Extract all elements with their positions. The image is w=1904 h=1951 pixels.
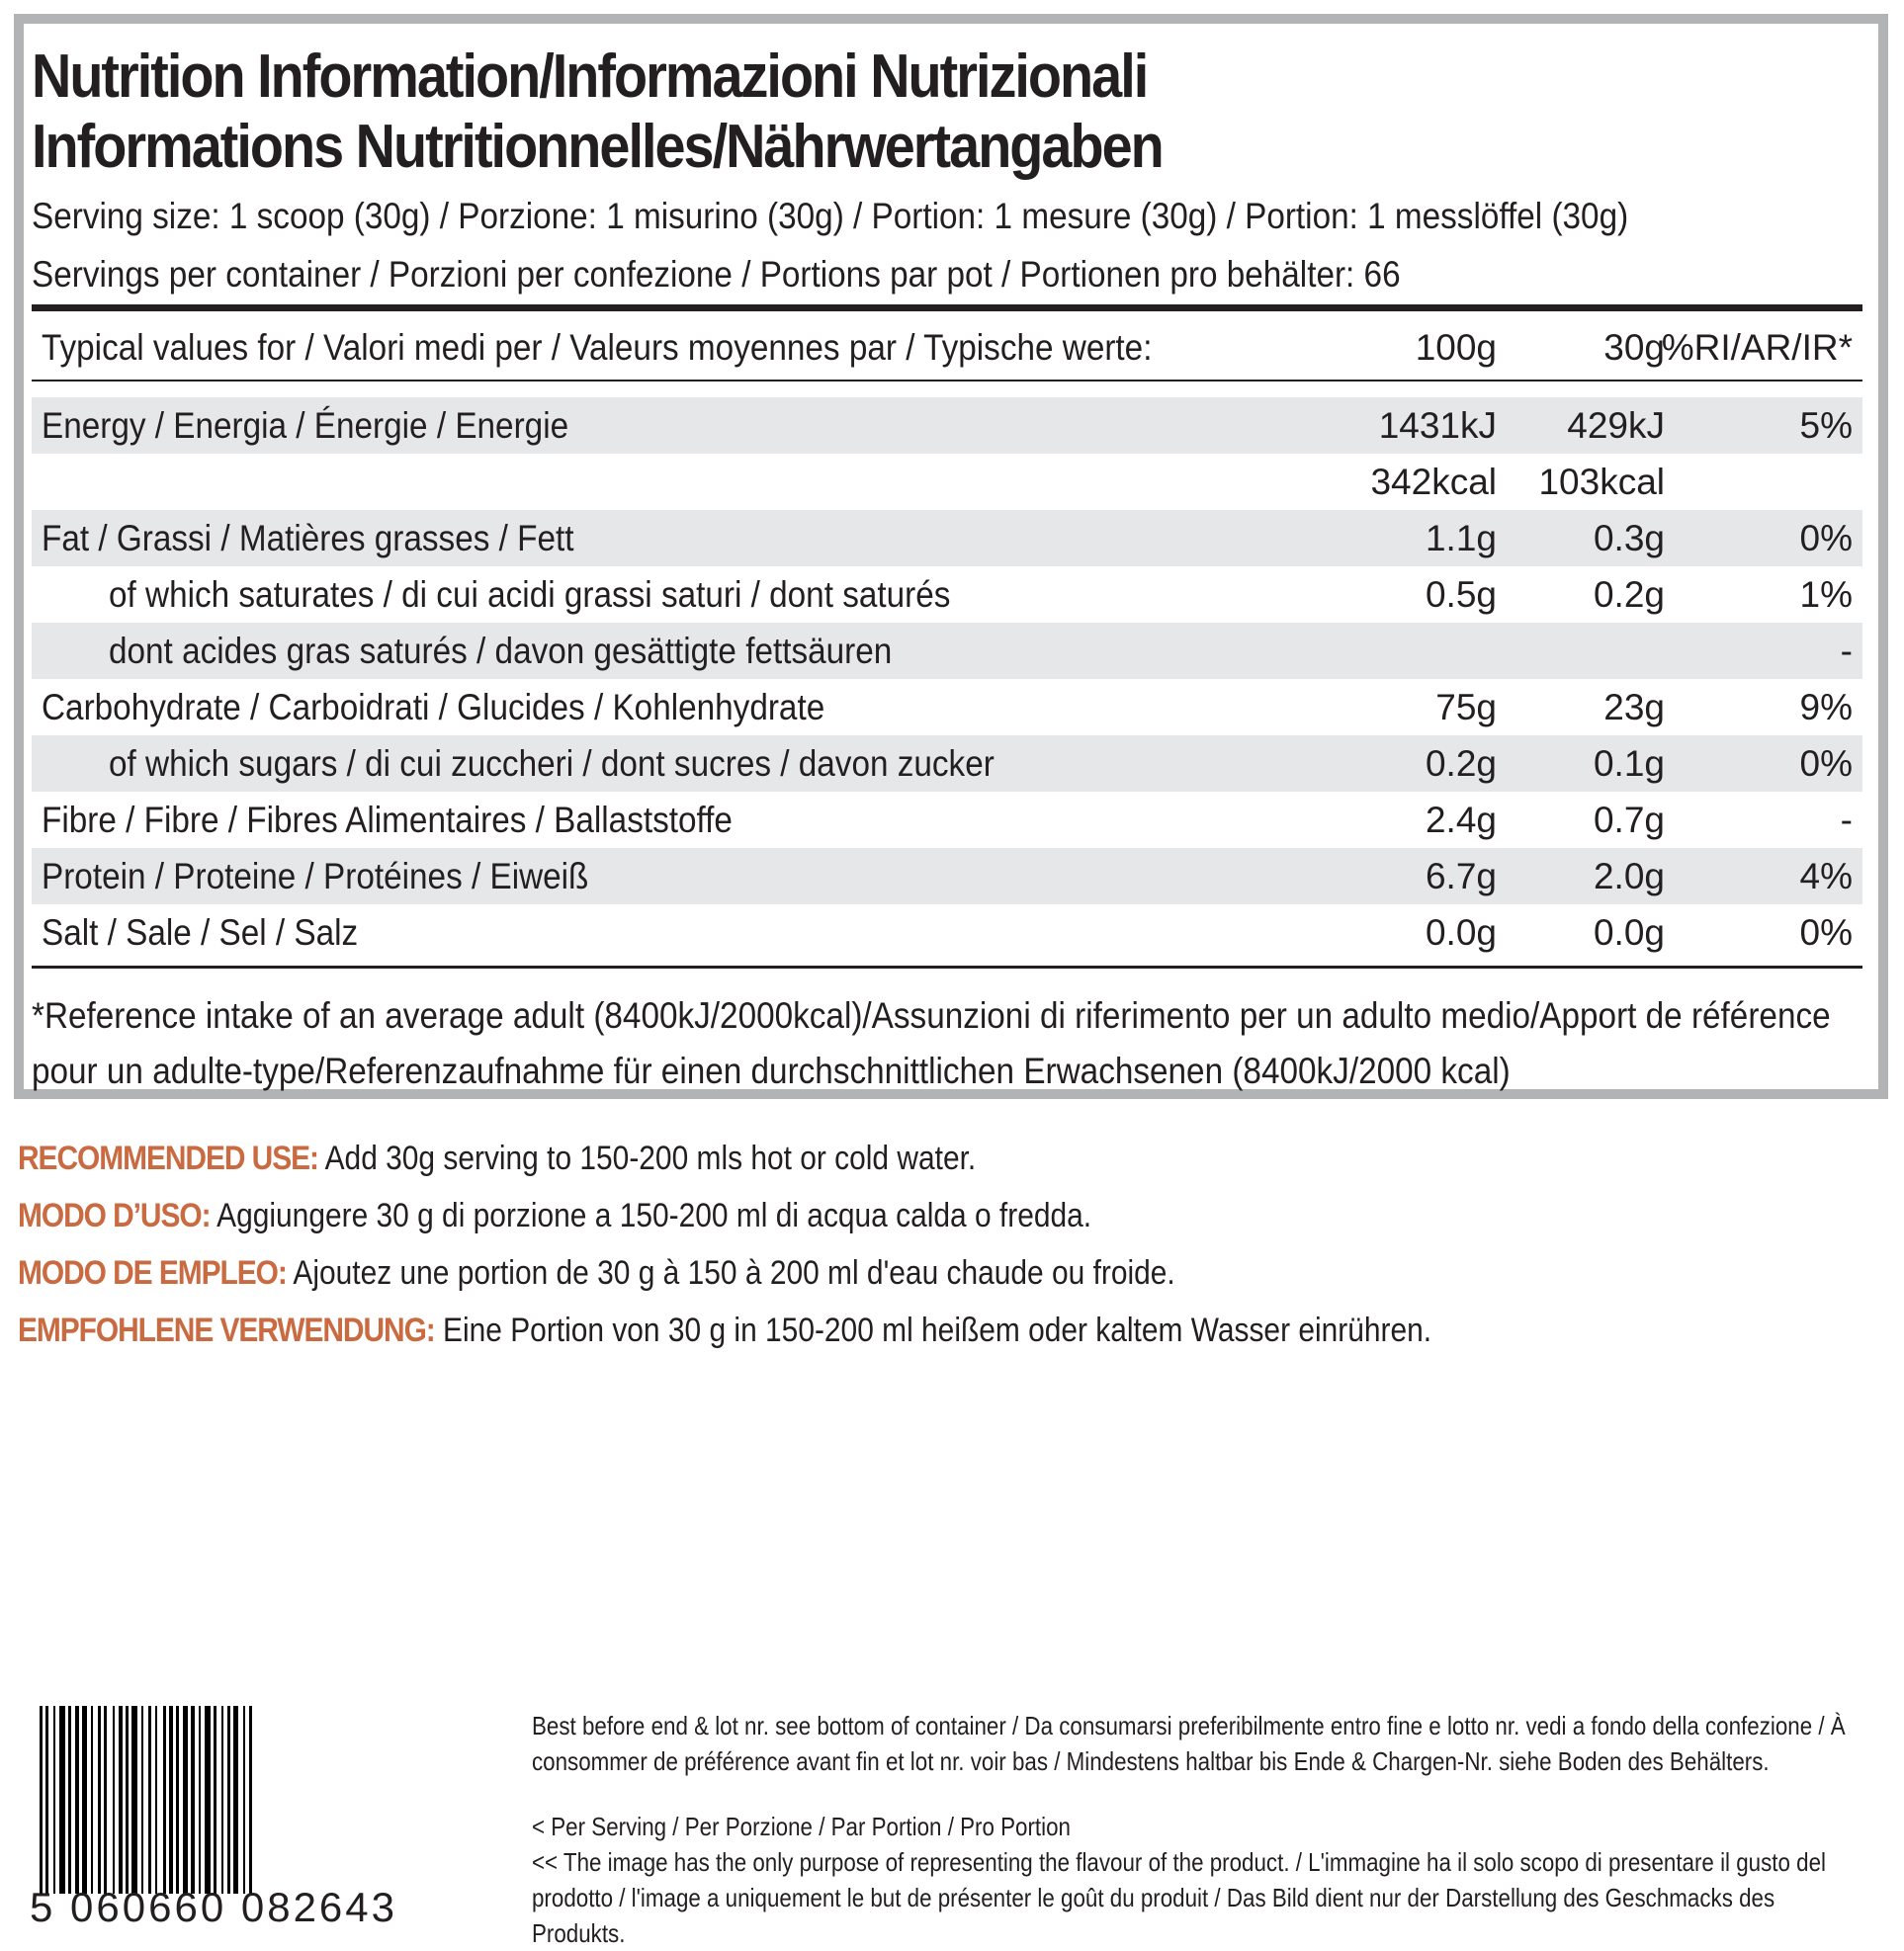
table-row-protein <box>32 848 1862 904</box>
row-value-30g: 0.7g <box>1593 800 1665 840</box>
serving-size: Serving size: 1 scoop (30g) / Porzione: 1 misurino (30g) / Portion: 1 mesure (30g) / Portion: 1 messlöffel (30g) <box>32 196 1629 236</box>
row-value-100g: 1431kJ <box>1378 405 1497 446</box>
table-header <box>32 322 1862 374</box>
per-serving-note: < Per Serving / Per Porzione / Par Portion / Pro Portion <box>532 1812 1071 1841</box>
row-value-100g: 0.5g <box>1425 574 1497 615</box>
row-value-30g: 0.0g <box>1593 912 1665 953</box>
row-name: dont acides gras saturés / davon gesättigte fettsäuren <box>109 631 893 671</box>
row-value-100g: 0.0g <box>1425 912 1497 953</box>
barcode-icon <box>40 1706 475 1894</box>
usage-line-es <box>18 1253 1175 1293</box>
table-top-rule <box>32 304 1862 311</box>
usage-text: Eine Portion von 30 g in 150-200 ml heißem oder kaltem Wasser einrühren. <box>434 1312 1432 1349</box>
row-value-30g: 0.3g <box>1593 518 1665 558</box>
row-name: Salt / Sale / Sel / Salz <box>42 912 359 953</box>
usage-label: RECOMMENDED USE: <box>18 1140 318 1177</box>
row-value-100g: 0.2g <box>1425 743 1497 784</box>
row-value-30g: 0.1g <box>1593 743 1665 784</box>
row-value-ri: 4% <box>1799 856 1853 896</box>
row-value-30g: 23g <box>1603 687 1665 727</box>
header-30g: 30g <box>1603 327 1665 368</box>
header-label: Typical values for / Valori medi per / Valeurs moyennes par / Typische werte: <box>42 327 1153 368</box>
row-value-ri: 9% <box>1799 687 1853 727</box>
row-value-30g: 103kcal <box>1538 462 1665 502</box>
header-ri: %RI/AR/IR* <box>1661 327 1853 368</box>
table-row-energy-kj <box>32 397 1862 454</box>
table-row-saturates <box>32 566 1862 623</box>
usage-label: MODO D’USO: <box>18 1197 211 1234</box>
row-value-ri: - <box>1840 800 1853 840</box>
row-value-100g: 75g <box>1435 687 1497 727</box>
table-row-salt <box>32 904 1862 961</box>
title-line-2: Informations Nutritionnelles/Nährwertangaben <box>32 113 1163 181</box>
image-purpose-note: << The image has the only purpose of representing the flavour of the product. / L'immagine ha il solo scopo di presentare il gusto del prodotto / l'image a uniquement le but de présenter le goût du produit / Das Bild dient nur der Darstellung des Geschmacks des Produkts. <box>532 1847 1826 1948</box>
row-value-100g: 6.7g <box>1425 856 1497 896</box>
row-name: Fat / Grassi / Matières grasses / Fett <box>42 518 574 558</box>
usage-text: Add 30g serving to 150-200 mls hot or cold water. <box>317 1140 977 1177</box>
reference-intake-footnote: *Reference intake of an average adult (8400kJ/2000kcal)/Assunzioni di riferimento per un adulto medio/Apport de référence pour un adulte-type/Referenzaufnahme für einen durchschnittlichen Erwachsenen (8400kJ/2000 kcal) <box>32 995 1831 1091</box>
table-row-saturates-continued <box>32 623 1862 679</box>
usage-line-en <box>18 1139 976 1178</box>
usage-label: MODO DE EMPLEO: <box>18 1254 287 1292</box>
usage-text: Aggiungere 30 g di porzione a 150-200 ml di acqua calda o fredda. <box>210 1197 1092 1234</box>
row-value-ri: 1% <box>1799 574 1853 615</box>
best-before-note: Best before end & lot nr. see bottom of container / Da consumarsi preferibilmente entro fine e lotto nr. vedi a fondo della confezione / À consommer de préférence avant fin et lot nr. voir bas / Mindestens haltbar bis Ende & Chargen-Nr. siehe Boden des Behälters. <box>532 1711 1846 1776</box>
usage-line-it <box>18 1196 1091 1235</box>
row-value-30g: 2.0g <box>1593 856 1665 896</box>
row-value-ri: 0% <box>1799 518 1853 558</box>
usage-label: EMPFOHLENE VERWENDUNG: <box>18 1312 435 1349</box>
usage-text: Ajoutez une portion de 30 g à 150 à 200 ml d'eau chaude ou froide. <box>286 1254 1175 1292</box>
title-line-1: Nutrition Information/Informazioni Nutrizionali <box>32 42 1148 111</box>
row-value-ri: 0% <box>1799 743 1853 784</box>
table-bottom-rule <box>32 966 1862 969</box>
row-value-ri: 5% <box>1799 405 1853 446</box>
table-row-carbohydrate <box>32 679 1862 735</box>
row-value-30g: 0.2g <box>1593 574 1665 615</box>
row-name: Protein / Proteine / Protéines / Eiweiß <box>42 856 589 896</box>
table-row-sugars <box>32 735 1862 792</box>
row-value-100g: 342kcal <box>1370 462 1497 502</box>
row-value-100g: 2.4g <box>1425 800 1497 840</box>
row-name: Energy / Energia / Énergie / Energie <box>42 405 569 446</box>
row-value-100g: 1.1g <box>1425 518 1497 558</box>
table-row-fat <box>32 510 1862 566</box>
usage-line-de <box>18 1311 1431 1350</box>
barcode-number: 5 060660 082643 <box>30 1884 397 1930</box>
table-header-rule <box>32 380 1862 382</box>
row-name: of which saturates / di cui acidi grassi saturi / dont saturés <box>109 574 951 615</box>
header-100g: 100g <box>1415 327 1497 368</box>
row-name: Carbohydrate / Carboidrati / Glucides / Kohlenhydrate <box>42 687 825 727</box>
table-row-fibre <box>32 792 1862 848</box>
table-row-energy-kcal <box>32 454 1862 510</box>
row-name: of which sugars / di cui zuccheri / dont sucres / davon zucker <box>109 743 995 784</box>
row-name: Fibre / Fibre / Fibres Alimentaires / Ballaststoffe <box>42 800 733 840</box>
row-value-ri: 0% <box>1799 912 1853 953</box>
row-value-ri: - <box>1840 631 1853 671</box>
row-value-30g: 429kJ <box>1567 405 1665 446</box>
servings-per-container: Servings per container / Porzioni per confezione / Portions par pot / Portionen pro behälter: 66 <box>32 254 1401 295</box>
